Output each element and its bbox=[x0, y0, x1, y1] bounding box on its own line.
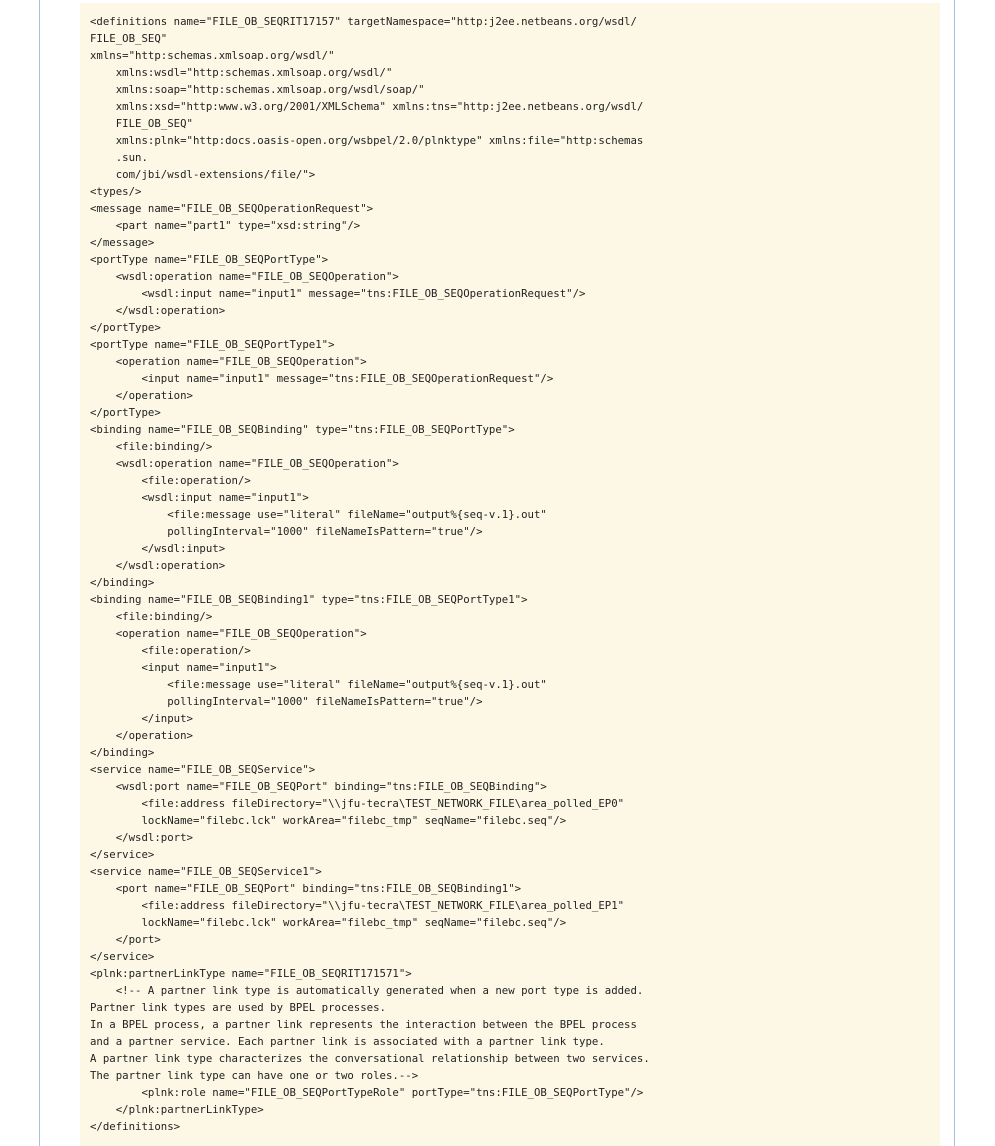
code-line: xmlns:wsdl="http:schemas.xmlsoap.org/wsdl/" bbox=[90, 66, 393, 79]
code-line: FILE_OB_SEQ" bbox=[90, 117, 193, 130]
code-line: </definitions> bbox=[90, 1120, 181, 1133]
code-line: <portType name="FILE_OB_SEQPortType"> bbox=[90, 253, 329, 266]
code-line: <operation name="FILE_OB_SEQOperation"> bbox=[90, 355, 367, 368]
code-line: Partner link types are used by BPEL processes. bbox=[90, 1001, 386, 1014]
code-line: <wsdl:operation name="FILE_OB_SEQOperation"> bbox=[90, 457, 399, 470]
code-line: <file:address fileDirectory="\\jfu-tecra\TEST_NETWORK_FILE\area_polled_EP0" bbox=[90, 797, 625, 810]
code-line: In a BPEL process, a partner link represents the interaction between the BPEL process bbox=[90, 1018, 637, 1031]
code-line: <operation name="FILE_OB_SEQOperation"> bbox=[90, 627, 367, 640]
code-line: <port name="FILE_OB_SEQPort" binding="tns:FILE_OB_SEQBinding1"> bbox=[90, 882, 522, 895]
code-line: </wsdl:input> bbox=[90, 542, 226, 555]
code-line: </wsdl:operation> bbox=[90, 559, 226, 572]
code-line: </operation> bbox=[90, 389, 193, 402]
code-line: <message name="FILE_OB_SEQOperationRequest"> bbox=[90, 202, 374, 215]
code-line: xmlns:soap="http:schemas.xmlsoap.org/wsdl/soap/" bbox=[90, 83, 425, 96]
code-line: <file:operation/> bbox=[90, 474, 251, 487]
code-line: xmlns:plnk="http:docs.oasis-open.org/wsbpel/2.0/plnktype" xmlns:file="http:schemas bbox=[90, 134, 644, 147]
code-line: <service name="FILE_OB_SEQService1"> bbox=[90, 865, 322, 878]
code-line: </port> bbox=[90, 933, 161, 946]
code-line: <types/> bbox=[90, 185, 142, 198]
code-line: FILE_OB_SEQ" bbox=[90, 32, 168, 45]
code-line: <file:message use="literal" fileName="output%{seq-v.1}.out" bbox=[90, 508, 547, 521]
code-line: </message> bbox=[90, 236, 155, 249]
code-line: lockName="filebc.lck" workArea="filebc_tmp" seqName="filebc.seq"/> bbox=[90, 916, 567, 929]
code-line: <definitions name="FILE_OB_SEQRIT17157" targetNamespace="http:j2ee.netbeans.org/wsdl/ bbox=[90, 15, 637, 28]
code-line: </binding> bbox=[90, 746, 155, 759]
code-line: <wsdl:operation name="FILE_OB_SEQOperation"> bbox=[90, 270, 399, 283]
code-line: <file:binding/> bbox=[90, 610, 213, 623]
code-listing bbox=[80, 3, 940, 1146]
code-line: pollingInterval="1000" fileNameIsPattern="true"/> bbox=[90, 695, 483, 708]
code-line: <input name="input1" message="tns:FILE_OB_SEQOperationRequest"/> bbox=[90, 372, 554, 385]
code-line: </binding> bbox=[90, 576, 155, 589]
code-line: and a partner service. Each partner link is associated with a partner link type. bbox=[90, 1035, 605, 1048]
code-line: </portType> bbox=[90, 406, 161, 419]
code-line: xmlns="http:schemas.xmlsoap.org/wsdl/" bbox=[90, 49, 335, 62]
right-border-rule bbox=[954, 0, 955, 1146]
code-line: com/jbi/wsdl-extensions/file/"> bbox=[90, 168, 316, 181]
code-line: </wsdl:operation> bbox=[90, 304, 226, 317]
code-line: <file:operation/> bbox=[90, 644, 251, 657]
code-line: <service name="FILE_OB_SEQService"> bbox=[90, 763, 316, 776]
code-line: <input name="input1"> bbox=[90, 661, 277, 674]
code-line: <wsdl:input name="input1"> bbox=[90, 491, 309, 504]
code-line: .sun. bbox=[90, 151, 148, 164]
code-line: <wsdl:input name="input1" message="tns:FILE_OB_SEQOperationRequest"/> bbox=[90, 287, 586, 300]
code-line: <binding name="FILE_OB_SEQBinding1" type="tns:FILE_OB_SEQPortType1"> bbox=[90, 593, 528, 606]
code-line: </wsdl:port> bbox=[90, 831, 193, 844]
code-line: xmlns:xsd="http:www.w3.org/2001/XMLSchema" xmlns:tns="http:j2ee.netbeans.org/wsdl/ bbox=[90, 100, 644, 113]
code-line: <plnk:partnerLinkType name="FILE_OB_SEQRIT171571"> bbox=[90, 967, 412, 980]
code-line: A partner link type characterizes the conversational relationship between two services. bbox=[90, 1052, 650, 1065]
code-line: </operation> bbox=[90, 729, 193, 742]
code-line: </input> bbox=[90, 712, 193, 725]
code-line: </plnk:partnerLinkType> bbox=[90, 1103, 264, 1116]
code-line: <file:message use="literal" fileName="output%{seq-v.1}.out" bbox=[90, 678, 547, 691]
code-line: pollingInterval="1000" fileNameIsPattern="true"/> bbox=[90, 525, 483, 538]
code-line: <file:binding/> bbox=[90, 440, 213, 453]
left-border-rule bbox=[39, 0, 40, 1146]
code-line: <plnk:role name="FILE_OB_SEQPortTypeRole" portType="tns:FILE_OB_SEQPortType"/> bbox=[90, 1086, 644, 1099]
code-line: <part name="part1" type="xsd:string"/> bbox=[90, 219, 361, 232]
code-line: <portType name="FILE_OB_SEQPortType1"> bbox=[90, 338, 335, 351]
code-line: <!-- A partner link type is automatically generated when a new port type is added. bbox=[90, 984, 644, 997]
code-line: The partner link type can have one or two roles.--> bbox=[90, 1069, 419, 1082]
code-line: lockName="filebc.lck" workArea="filebc_tmp" seqName="filebc.seq"/> bbox=[90, 814, 567, 827]
code-line: <file:address fileDirectory="\\jfu-tecra\TEST_NETWORK_FILE\area_polled_EP1" bbox=[90, 899, 625, 912]
code-line: </service> bbox=[90, 848, 155, 861]
code-line: </portType> bbox=[90, 321, 161, 334]
code-line: <binding name="FILE_OB_SEQBinding" type="tns:FILE_OB_SEQPortType"> bbox=[90, 423, 515, 436]
code-line: </service> bbox=[90, 950, 155, 963]
code-line: <wsdl:port name="FILE_OB_SEQPort" binding="tns:FILE_OB_SEQBinding"> bbox=[90, 780, 547, 793]
